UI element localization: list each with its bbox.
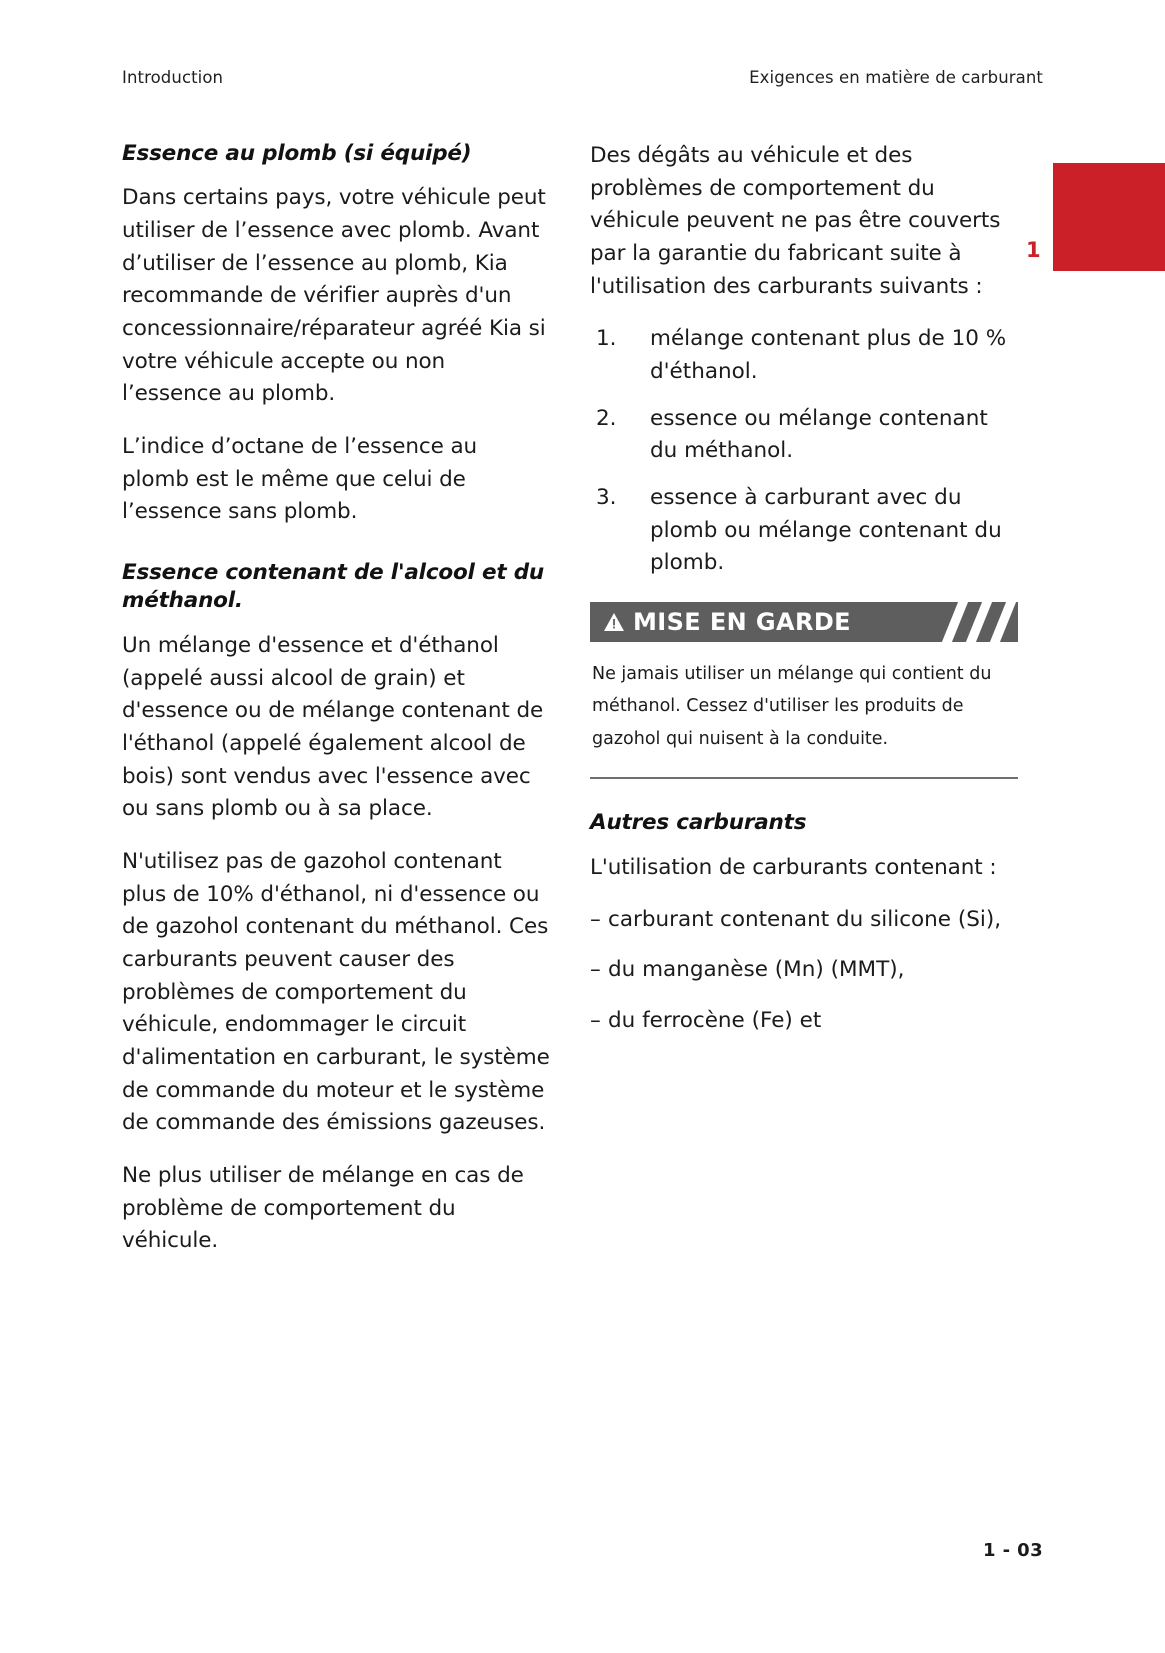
- warning-body-text: Ne jamais utiliser un mélange qui contient du méthanol. Cessez d'utiliser les produits de gazohol qui nuisent à la conduite.: [592, 664, 992, 749]
- list-item-text: du ferrocène (Fe) et: [608, 1007, 822, 1033]
- heading-alcool-methanol: Essence contenant de l'alcool et du méthanol.: [122, 560, 545, 614]
- running-head-left: Introduction: [122, 68, 224, 87]
- list-item-dash: –: [590, 957, 601, 983]
- list-item-dash: –: [590, 1007, 601, 1033]
- heading-autres-carburants: Autres carburants: [590, 810, 807, 836]
- list-item: [590, 954, 1018, 986]
- list-non-covered-fuels: [590, 323, 1018, 580]
- warning-title: MISE EN GARDE: [633, 608, 851, 637]
- paragraph-leaded-fuel-intro: Dans certains pays, votre véhicule peut utiliser de l’essence avec plomb. Avant d’utiliser de l’essence au plomb, Kia recommande de vérifier auprès d'un concessionnaire/réparateur agréé Kia si votre véhicule accepte ou non l’essence au plomb.: [122, 185, 546, 407]
- list-other-fuels: [590, 904, 1018, 1037]
- paragraph-stop-using-blend: Ne plus utiliser de mélange en cas de problème de comportement du véhicule.: [122, 1162, 524, 1254]
- paragraph-gasohol-warning: N'utilisez pas de gazohol contenant plus de 10% d'éthanol, ni d'essence ou de gazohol contenant du méthanol. Ces carburants peuvent causer des problèmes de comportement du véhicule, endommager le circuit d'alimentation en carburant, le système de commande du moteur et le système de commande des émissions gazeuses.: [122, 848, 550, 1136]
- list-item: [590, 1005, 1018, 1037]
- chapter-tab: [1053, 163, 1165, 271]
- warning-callout: [590, 602, 1018, 779]
- list-item-text: du manganèse (Mn) (MMT),: [608, 957, 905, 983]
- paragraph-warranty-notice: Des dégâts au véhicule et des problèmes de comportement du véhicule peuvent ne pas être couverts par la garantie du fabricant suite à l'utilisation des carburants suivants :: [590, 143, 1001, 299]
- right-column: [590, 140, 1018, 1055]
- list-item-number: 1.: [596, 326, 617, 352]
- paragraph-other-fuels-intro: L'utilisation de carburants contenant :: [590, 854, 997, 880]
- warning-divider: [590, 777, 1018, 779]
- warning-triangle-icon: [604, 613, 624, 631]
- list-item: [590, 482, 1018, 580]
- warning-bar: [590, 602, 1018, 642]
- list-item-number: 3.: [596, 485, 617, 511]
- list-item-text: essence ou mélange contenant du méthanol.: [650, 405, 988, 464]
- paragraph-octane-index: L’indice d’octane de l’essence au plomb est le même que celui de l’essence sans plomb.: [122, 434, 478, 525]
- warning-stripes: [932, 602, 1018, 642]
- list-item-text: essence à carburant avec du plomb ou mélange contenant du plomb.: [650, 485, 1002, 576]
- page-number: 1 - 03: [983, 1540, 1043, 1561]
- list-item: [590, 403, 1018, 468]
- list-item-dash: –: [590, 907, 601, 933]
- list-item-text: mélange contenant plus de 10 % d'éthanol.: [650, 326, 1007, 385]
- running-head-right: Exigences en matière de carburant: [749, 68, 1043, 87]
- chapter-number: 1: [1026, 238, 1041, 262]
- running-head: [122, 68, 1043, 92]
- list-item: [590, 323, 1018, 388]
- list-item-text: carburant contenant du silicone (Si),: [608, 907, 1002, 933]
- list-item: [590, 904, 1018, 936]
- list-item-number: 2.: [596, 405, 617, 431]
- heading-essence-au-plomb: Essence au plomb (si équipé): [122, 141, 472, 166]
- left-column: [122, 140, 550, 1278]
- paragraph-gasohol-definition: Un mélange d'essence et d'éthanol (appelé aussi alcool de grain) et d'essence ou de mélange contenant de l'éthanol (appelé également alcool de bois) sont vendus avec l'essence avec ou sans plomb ou à sa place.: [122, 632, 544, 822]
